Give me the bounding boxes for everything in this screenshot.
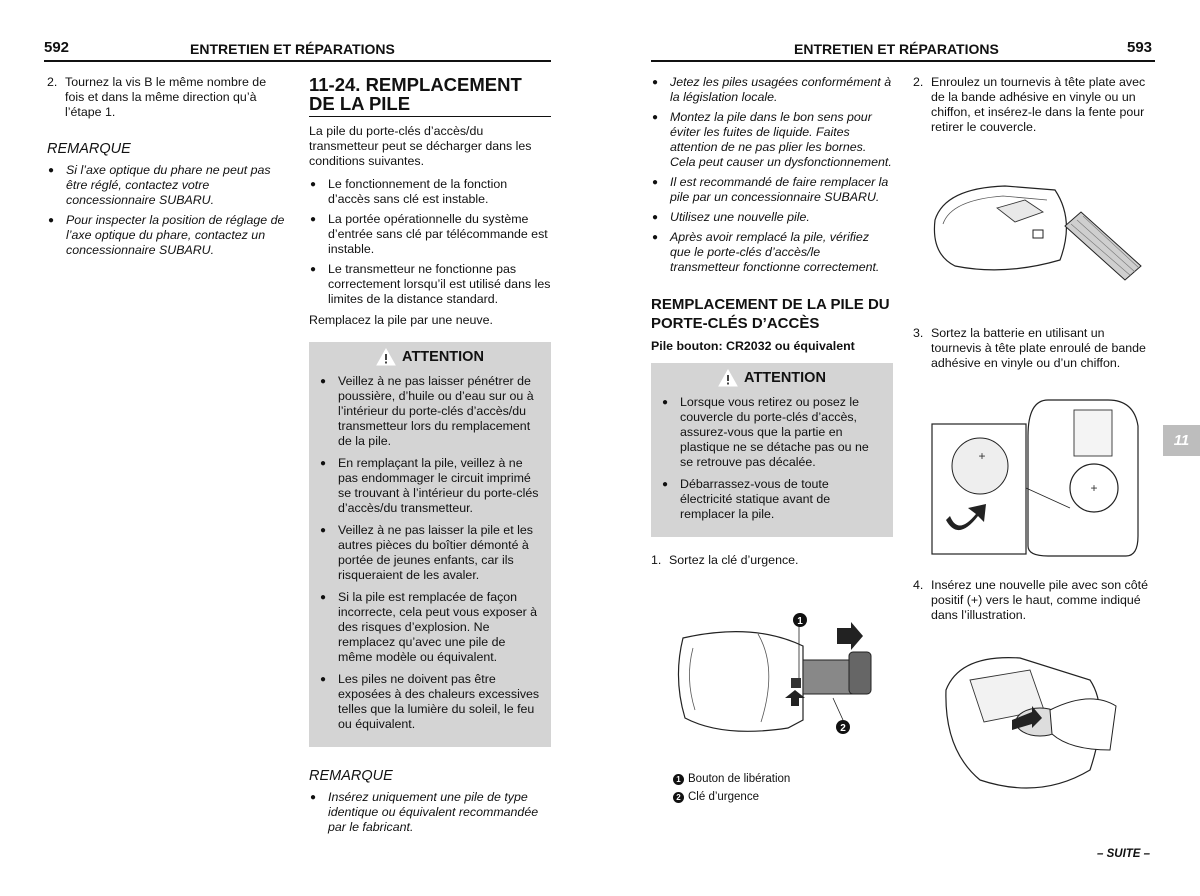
illustration-legend <box>673 772 790 805</box>
list-item: ● Jetez les piles usagées conformément à la législation locale. <box>651 75 893 105</box>
cover-removal-illustration <box>925 180 1145 290</box>
legend-label: Bouton de libération <box>688 773 791 785</box>
fob-body <box>934 186 1066 270</box>
attention-header <box>319 348 541 366</box>
left-column-b <box>309 75 551 840</box>
conditions-list <box>309 177 551 307</box>
access-key-heading: REMPLACEMENT DE LA PILE DU PORTE-CLÉS D’ACCÈS <box>651 296 890 332</box>
attention-list <box>661 395 883 522</box>
step-text: Sortez la batterie en utilisant un tournevis à tête plate enroulé de bande adhésive en vinyle ou d’un chiffon. <box>931 326 1146 370</box>
release-button <box>791 678 801 688</box>
chapter-tab: 11 <box>1163 425 1200 456</box>
left-header-rule <box>44 60 551 62</box>
right-section-title: ENTRETIEN ET RÉPARATIONS <box>794 41 999 57</box>
circuit-board <box>1074 410 1112 456</box>
battery-plus-symbol: + <box>1090 481 1098 495</box>
legend-label: Clé d’urgence <box>688 791 759 803</box>
right-column-a <box>651 75 893 576</box>
right-page-number: 593 <box>1127 39 1153 56</box>
legend-item <box>673 790 790 805</box>
list-item: ● Insérez uniquement une pile de type identique ou équivalent recommandée par le fabricant. <box>309 790 551 835</box>
left-page-number: 592 <box>44 39 70 56</box>
list-item: ● Le fonctionnement de la fonction d’accès sans clé est instable. <box>309 177 551 207</box>
battery-type: Pile bouton: CR2032 ou équivalent <box>651 339 855 353</box>
callout-1-label: 1 <box>797 616 803 627</box>
list-item: ● Pour inspecter la position de réglage de l’axe optique du phare, contactez un concessionnaire SUBARU. <box>47 213 287 258</box>
step-number: 2. <box>913 75 924 89</box>
attention-box <box>309 342 551 747</box>
emergency-key-head <box>849 652 871 694</box>
list-item: ● Si la pile est remplacée de façon incorrecte, cela peut vous exposer à des risques d’explosion. Ne remplacez qu’avec une pile de même modèle ou équivalent. <box>319 590 541 665</box>
list-item: ● En remplaçant la pile, veillez à ne pas endommager le circuit imprimé se trouvant à l’intérieur du porte-clés d’accès/du transmetteur. <box>319 456 541 516</box>
list-item: ● La portée opérationnelle du système d’entrée sans clé par télécommande est instable. <box>309 212 551 257</box>
step-2-left <box>47 75 287 120</box>
step-number: 3. <box>913 326 924 340</box>
attention-box <box>651 363 893 537</box>
step-text: Insérez une nouvelle pile avec son côté positif (+) vers le haut, comme indiqué dans l’illustration. <box>931 578 1148 622</box>
notes-list <box>651 75 893 275</box>
battery-plus-symbol: + <box>978 449 986 463</box>
battery-section-heading: 11-24. REMPLACEMENT DE LA PILE <box>309 75 551 117</box>
left-column-a <box>47 75 287 263</box>
list-item: ● Utilisez une nouvelle pile. <box>651 210 893 225</box>
left-section-title: ENTRETIEN ET RÉPARATIONS <box>190 41 395 57</box>
fob-body <box>678 632 803 732</box>
step-3 <box>913 326 1153 371</box>
attention-list <box>319 374 541 732</box>
warning-icon <box>376 348 396 366</box>
legend-marker: 2 <box>673 792 684 803</box>
slot <box>1033 230 1043 238</box>
coin-battery <box>952 438 1008 494</box>
step-number: 2. <box>47 75 58 89</box>
list-item: ● Veillez à ne pas laisser la pile et les autres pièces du boîtier démonté à portée de jeunes enfants, car ils risqueraient de les avaler. <box>319 523 541 583</box>
remark-heading: REMARQUE <box>47 141 131 157</box>
step-4 <box>913 578 1153 623</box>
step-1 <box>651 553 893 568</box>
replace-text: Remplacez la pile par une neuve. <box>309 313 493 327</box>
remark-heading: REMARQUE <box>309 768 393 784</box>
remark-list <box>309 790 551 835</box>
step-text: Enroulez un tournevis à tête plate avec de la bande adhésive en vinyle ou un chiffon, et insérez-le dans la fente pour retirer le couvercle. <box>931 75 1146 134</box>
continued-marker: – SUITE – <box>1097 848 1151 860</box>
list-item: ● Débarrassez-vous de toute électricité statique avant de remplacer la pile. <box>661 477 883 522</box>
step-text: Tournez la vis B le même nombre de fois et dans la même direction qu’à l’étape 1. <box>65 75 267 119</box>
right-header-rule <box>651 60 1155 62</box>
list-item: ● Les piles ne doivent pas être exposées à des chaleurs excessives telles que la lumière du soleil, le feu ou équivalent. <box>319 672 541 732</box>
battery-intro: La pile du porte-clés d’accès/du transmetteur peut se décharger dans les conditions suivantes. <box>309 124 532 168</box>
legend-item <box>673 772 790 787</box>
remark-list <box>47 163 287 258</box>
emergency-key-blade <box>803 660 855 694</box>
step-2-right <box>913 75 1153 135</box>
battery-removal-illustration <box>928 396 1146 560</box>
list-item: ● Veillez à ne pas laisser pénétrer de poussière, d’huile ou d’eau sur ou à l’intérieur du porte-clés d’accès/du transmetteur lors du remplacement de la pile. <box>319 374 541 449</box>
attention-header <box>661 369 883 387</box>
warning-icon <box>718 369 738 387</box>
battery-insertion-illustration <box>940 650 1140 800</box>
callout-2-label: 2 <box>840 723 846 734</box>
list-item: ● Il est recommandé de faire remplacer la pile par un concessionnaire SUBARU. <box>651 175 893 205</box>
callout-line <box>833 698 843 720</box>
attention-label: ATTENTION <box>402 348 484 365</box>
screwdriver <box>1065 212 1141 280</box>
list-item: ● Après avoir remplacé la pile, vérifiez que le porte-clés d’accès/le transmetteur fonctionne correctement. <box>651 230 893 275</box>
step-text: Sortez la clé d’urgence. <box>669 553 799 567</box>
step-number: 4. <box>913 578 924 592</box>
list-item: ● Si l’axe optique du phare ne peut pas être réglé, contactez votre concessionnaire SUBARU. <box>47 163 287 208</box>
attention-label: ATTENTION <box>744 369 826 386</box>
step-number: 1. <box>651 553 662 567</box>
emergency-key-illustration <box>663 608 883 748</box>
arrow-right-icon <box>837 622 863 650</box>
list-item: ● Le transmetteur ne fonctionne pas correctement lorsqu’il est utilisé dans les limites de la distance standard. <box>309 262 551 307</box>
legend-marker: 1 <box>673 774 684 785</box>
list-item: ● Lorsque vous retirez ou posez le couvercle du porte-clés d’accès, assurez-vous que la partie en plastique ne se détache pas ou ne se retrouve pas décalée. <box>661 395 883 470</box>
list-item: ● Montez la pile dans le bon sens pour éviter les fuites de liquide. Faites attention de ne pas plier les bornes. Cela peut causer un dysfonctionnement. <box>651 110 893 170</box>
